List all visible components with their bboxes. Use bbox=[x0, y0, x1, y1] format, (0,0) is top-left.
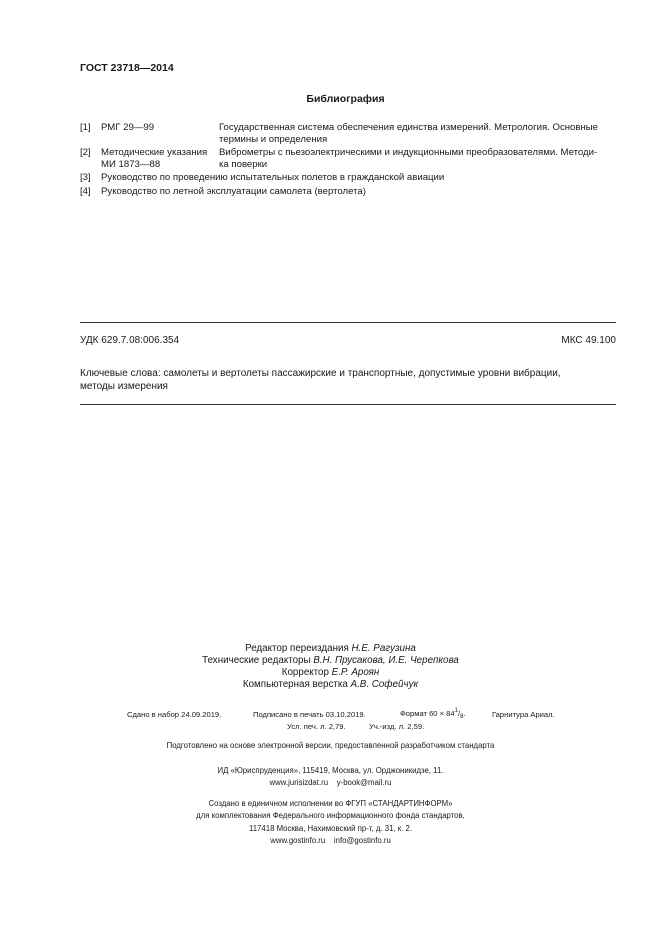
editor-name: В.Н. Прусакова, И.Е. Черепкова bbox=[313, 655, 459, 666]
bib-title: Руководство по проведению испытательных полетов в гражданской авиации bbox=[101, 172, 445, 183]
format-denominator: 8 bbox=[460, 714, 464, 720]
bib-source-line: МИ 1873—88 bbox=[101, 159, 161, 170]
producer-contacts bbox=[0, 836, 661, 845]
bib-number: [3] bbox=[80, 172, 91, 183]
bib-title-line: Государственная система обеспечения единства измерений. Метрология. Основные bbox=[219, 122, 599, 133]
print-signed: Подписано в печать 03.10.2019. bbox=[253, 710, 366, 719]
sheets-label: Усл. печ. л. bbox=[287, 722, 327, 731]
bib-source-line: Методические указания bbox=[101, 147, 208, 158]
print-edition bbox=[369, 722, 424, 731]
producer-site: www.gostinfo.ru bbox=[270, 836, 326, 845]
editor-role: Редактор переиздания bbox=[245, 643, 349, 654]
print-submitted: Сдано в набор 24.09.2019. bbox=[127, 710, 222, 719]
publisher-contacts bbox=[0, 778, 661, 787]
print-sheets bbox=[287, 722, 346, 731]
bib-title-line: Виброметры с пьезоэлектрическими и индукционными преобразователями. Методи- bbox=[219, 147, 598, 158]
editor-role: Технические редакторы bbox=[202, 655, 311, 666]
keywords-line: методы измерения bbox=[80, 381, 168, 392]
format-suffix: . bbox=[463, 709, 466, 718]
editor-role: Корректор bbox=[281, 667, 329, 678]
prepared-note: Подготовлено на основе электронной версии, предоставленной разработчиком стандарта bbox=[166, 741, 495, 750]
producer-email: info@gostinfo.ru bbox=[333, 836, 391, 845]
keywords-line: Ключевые слова: самолеты и вертолеты пассажирские и транспортные, допустимые уровни вибрации, bbox=[80, 368, 561, 379]
bibliography-title: Библиография bbox=[306, 93, 385, 105]
bib-title bbox=[219, 122, 617, 146]
bib-title-line: ка поверки bbox=[219, 159, 268, 170]
editor-line bbox=[0, 679, 661, 690]
edition-label: Уч.-изд. л. bbox=[369, 722, 406, 731]
editor-name: Е.Р. Ароян bbox=[331, 667, 380, 678]
keywords bbox=[80, 367, 618, 393]
editor-name: Н.Е. Рагузина bbox=[351, 643, 416, 654]
bib-source bbox=[101, 147, 207, 171]
edition-value: 2,59. bbox=[407, 722, 425, 731]
mks-code: МКС 49.100 bbox=[561, 335, 616, 346]
bib-source: РМГ 29—99 bbox=[101, 122, 155, 133]
bib-title: Руководство по летной эксплуатации самолета (вертолета) bbox=[101, 186, 366, 197]
publisher-address: ИД «Юриспруденция», 115419, Москва, ул. Орджоникидзе, 11. bbox=[217, 766, 444, 775]
format-prefix: Формат 60 × 84 bbox=[400, 709, 455, 718]
producer-address: 117418 Москва, Нахимовский пр-т, д. 31, к. 2. bbox=[248, 824, 413, 833]
print-typeface: Гарнитура Ариал. bbox=[492, 710, 555, 719]
publisher-email: y-book@mail.ru bbox=[336, 778, 392, 787]
bib-title bbox=[219, 147, 617, 171]
editor-name: А.В. Софейчук bbox=[350, 679, 419, 690]
divider-top bbox=[80, 322, 616, 323]
editor-line bbox=[0, 643, 661, 654]
editor-line bbox=[0, 655, 661, 666]
divider-bottom bbox=[80, 404, 616, 405]
producer-line: для комплектования Федерального информационного фонда стандартов, bbox=[196, 811, 465, 820]
editor-line bbox=[0, 667, 661, 678]
document-code: ГОСТ 23718—2014 bbox=[80, 62, 174, 74]
publisher-site: www.jurisizdat.ru bbox=[269, 778, 329, 787]
sheets-value: 2,79. bbox=[328, 722, 346, 731]
bib-title-line: термины и определения bbox=[219, 134, 328, 145]
producer-line: Создано в единичном исполнении во ФГУП «СТАНДАРТИНФОРМ» bbox=[208, 799, 453, 808]
bib-number: [2] bbox=[80, 147, 91, 158]
editor-role: Компьютерная верстка bbox=[242, 679, 348, 690]
bib-number: [1] bbox=[80, 122, 91, 133]
print-format: Формат $60 \times 84^1/_8$. bbox=[400, 708, 466, 720]
bib-number: [4] bbox=[80, 186, 91, 197]
udc-code: УДК 629.7.08:006.354 bbox=[80, 335, 180, 346]
format-numerator: 1 bbox=[454, 708, 458, 714]
